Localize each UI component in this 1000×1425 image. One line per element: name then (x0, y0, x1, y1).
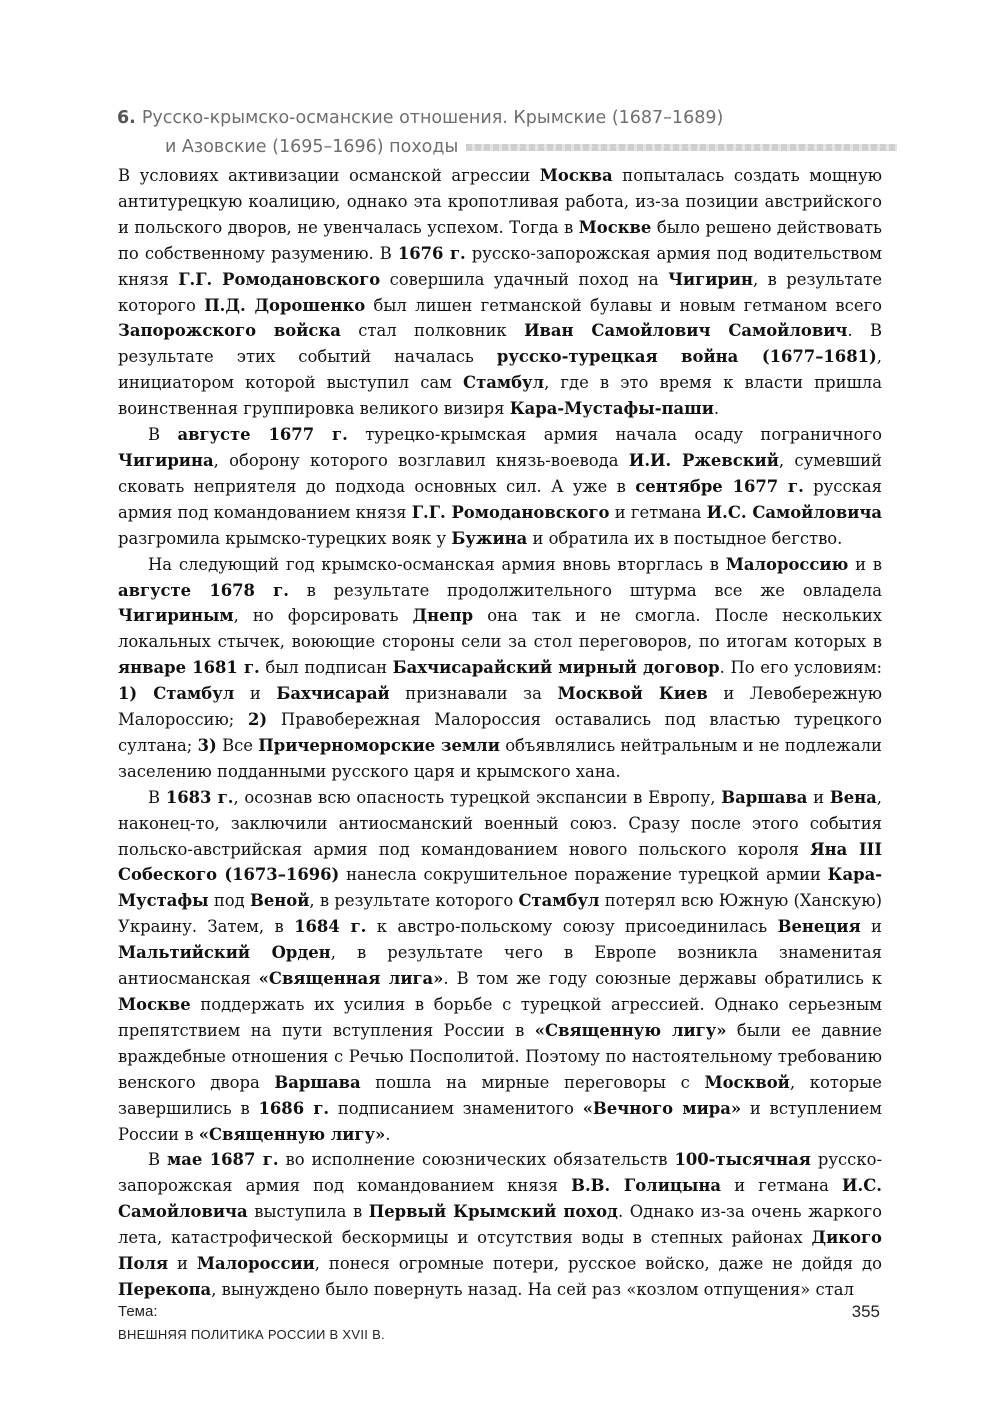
section-heading-line-2 (117, 133, 897, 162)
paragraph: В мае 1687 г. во исполнение союзнических обязательств 100-тысячная русско-запорожская армия под командованием князя В.В. Голицына и гетмана И.С. Самойловича выступила в Первый Крымский поход. Однако из-за очень жаркого лета, катастрофической бескормицы и отсутствия воды в степных районах Дикого Поля и Малороссии, понеся огромные потери, русское войско, даже не дойдя до Перекопа, вынуждено было повернуть назад. На сей раз «козлом отпущения» стал (118, 1150, 883, 1299)
paragraph: На следующий год крымско-османская армия вновь вторглась в Малороссию и в августе 1678 г. в результате продолжительного штурма все же овладела Чигириным, но форсировать Днепр она так и не смогла. После нескольких локальных стычек, воюющие стороны сели за стол переговоров, по итогам которых в январе 1681 г. был подписан Бахчисарайский мирный договор. По его условиям: 1) Стамбул и Бахчисарай признавали за Москвой Киев и Левобережную Малороссию; 2) Правобережная Малороссия оставались под властью турецкого султана; 3) Все Причерноморские земли объявлялись нейтральным и не подлежали заселению подданными русского царя и крымского хана. (118, 554, 883, 781)
heading-decorative-rule (466, 144, 897, 151)
section-heading-line-1 (117, 104, 897, 133)
paragraph: В августе 1677 г. турецко-крымская армия начала осаду пограничного Чигирина, оборону которого возглавил князь-воевода И.И. Ржевский, сумевший сковать неприятеля до подхода основных сил. А уже в сентябре 1677 г. русская армия под командованием князя Г.Г. Ромодановского и гетмана И.С. Самойловича разгромила крымско-турецких вояк у Бужина и обратила их в постыдное бегство. (118, 425, 883, 548)
page-number: 355 (851, 1302, 880, 1321)
footer-topic-title: ВНЕШНЯЯ ПОЛИТИКА РОССИИ В XVII В. (118, 1327, 385, 1342)
section-number: 6. (117, 108, 136, 128)
section-title-line-1: Русско-крымско-османские отношения. Крымские (1687–1689) (141, 108, 724, 128)
section-title-line-2: и Азовские (1695–1696) походы (165, 137, 459, 157)
main-text (118, 163, 882, 1303)
paragraph: В условиях активизации османской агрессии Москва попыталась создать мощную антитурецкую коалицию, однако эта кропотливая работа, из-за позиции австрийского и польского дворов, не увенчалась успехом. Тогда в Москве было решено действовать по собственному разумению. В 1676 г. русско-запорожская армия под водительством князя Г.Г. Ромодановского совершила удачный поход на Чигирин, в результате которого П.Д. Дорошенко был лишен гетманской булавы и новым гетманом всего Запорожского войска стал полковник Иван Самойлович Самойлович. В результате этих событий началась русско-турецкая война (1677–1681), инициатором которой выступил сам Стамбул, где в это время к власти пришла воинственная группировка великого визиря Кара-Мустафы-паши. (118, 166, 883, 419)
paragraph: В 1683 г., осознав всю опасность турецкой экспансии в Европу, Варшава и Вена, наконец-то, заключили антиосманский военный союз. Сразу после этого события польско-австрийская армия под командованием нового польского короля Яна III Собеского (1673–1696) нанесла сокрушительное поражение турецкой армии Кара-Мустафы под Веной, в результате которого Стамбул потерял всю Южную (Ханскую) Украину. Затем, в 1684 г. к австро-польскому союзу присоединилась Венеция и Мальтийский Орден, в результате чего в Европе возникла знаменитая антиосманская «Священная лига». В том же году союзные державы обратились к Москве поддержать их усилия в борьбе с турецкой агрессией. Однако серьезным препятствием на пути вступления России в «Священную лигу» были ее давние враждебные отношения с Речью Посполитой. Поэтому по настоятельному требованию венского двора Варшава пошла на мирные переговоры с Москвой, которые завершились в 1686 г. подписанием знаменитого «Вечного мира» и вступлением России в «Священную лигу». (118, 787, 883, 1144)
section-heading (117, 104, 897, 162)
footer-topic-label: Тема: (118, 1303, 158, 1320)
